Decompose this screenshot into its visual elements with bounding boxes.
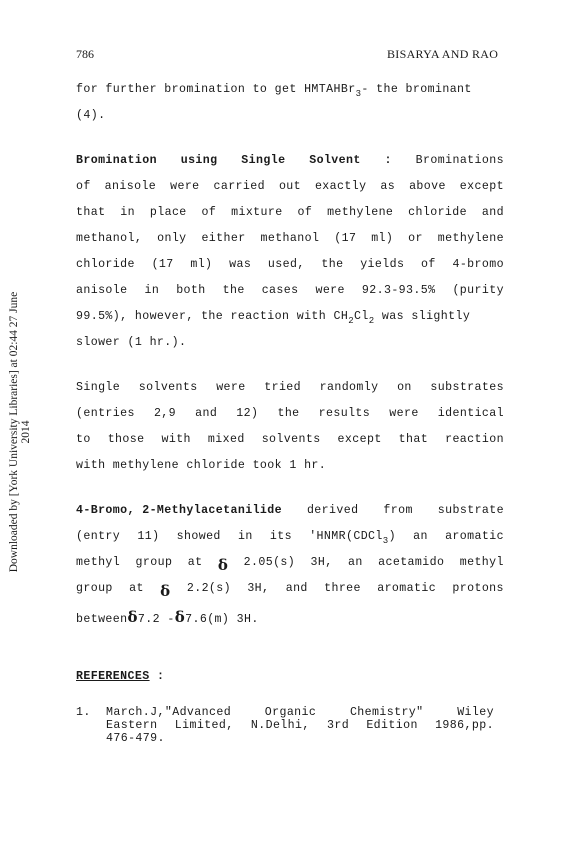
- word: above: [409, 180, 446, 193]
- word: results: [318, 407, 371, 420]
- word: were: [170, 180, 200, 193]
- word: ml): [371, 232, 394, 245]
- para1-line-4: [76, 232, 504, 245]
- para2-line-1: [76, 381, 504, 394]
- word: (purity: [452, 284, 504, 297]
- para1-line-6: [76, 284, 504, 297]
- word: except: [337, 433, 382, 446]
- word: Wiley: [457, 706, 494, 719]
- delta-symbol: δ: [127, 608, 138, 626]
- word: chloride: [408, 206, 467, 219]
- word: ml): [190, 258, 213, 271]
- word: of: [421, 258, 436, 271]
- word: anisole: [104, 180, 157, 193]
- word: 2,9: [153, 407, 177, 420]
- word: methanol: [260, 232, 320, 245]
- word: Edition: [366, 719, 418, 732]
- reference-1-line-1: [106, 706, 494, 719]
- word: solvents: [261, 433, 321, 446]
- word: was: [229, 258, 252, 271]
- para2-line-4: with methylene chloride took 1 hr.: [76, 459, 327, 472]
- word: chloride: [76, 258, 135, 271]
- word: of: [201, 206, 217, 219]
- word: out: [278, 180, 302, 193]
- word: in: [120, 206, 136, 219]
- word: carried: [213, 180, 265, 193]
- word: Eastern: [106, 719, 158, 732]
- word: March.J,"Advanced: [106, 706, 232, 719]
- word: or: [408, 232, 423, 245]
- word: Limited,: [174, 719, 234, 732]
- para1-line-2: [76, 180, 504, 193]
- word: as: [380, 180, 396, 193]
- word: used,: [267, 258, 305, 271]
- word: place: [149, 206, 187, 219]
- word: (17: [334, 232, 357, 245]
- word: methanol,: [76, 232, 143, 245]
- word: 12): [236, 407, 259, 420]
- word: exactly: [314, 180, 367, 193]
- word: and: [481, 206, 504, 219]
- word: cases: [261, 284, 299, 297]
- word: reaction: [445, 433, 504, 446]
- word: the: [222, 284, 245, 297]
- word: mixed: [207, 433, 245, 446]
- word: of: [297, 206, 313, 219]
- word: anisole: [76, 284, 128, 297]
- word: substrates: [430, 381, 504, 394]
- word: with: [161, 433, 191, 446]
- word: 3rd: [326, 719, 350, 732]
- para3-line-1: 4-Bromo, 2-Methylacetanilide derived from substrate: [76, 504, 504, 517]
- word: Chemistry": [349, 706, 424, 719]
- word: the: [277, 407, 300, 420]
- word: of: [76, 180, 91, 193]
- running-title: BISARYA AND RAO: [387, 47, 499, 61]
- word: tried: [264, 381, 302, 394]
- word: randomly: [319, 381, 379, 394]
- para3-line-4: group at δ 2.2(s) 3H, and three aromatic protons: [76, 582, 504, 600]
- para2-line-2: [76, 407, 504, 420]
- delta-symbol: δ: [160, 582, 171, 600]
- word: Organic: [264, 706, 317, 719]
- compound-heading: 4-Bromo, 2-Methylacetanilide: [76, 504, 283, 517]
- word: identical: [437, 407, 504, 420]
- word: that: [398, 433, 429, 446]
- word: to: [76, 433, 91, 446]
- word: methylene: [327, 206, 394, 219]
- para1-line-1: Bromination using Single Solvent : Brominations: [76, 154, 504, 167]
- word: N.Delhi,: [250, 719, 310, 732]
- word: yields: [360, 258, 405, 271]
- para3-line-5: betweenδ7.2 -δ7.6(m) 3H.: [76, 608, 259, 626]
- reference-1-line-3: 476-479.: [106, 732, 165, 745]
- word: solvents: [138, 381, 198, 394]
- word: either: [201, 232, 246, 245]
- word: were: [216, 381, 246, 394]
- intro-line-1: for further bromination to get HMTAHBr$_3$- the brominant: [76, 83, 472, 99]
- word: mixture: [231, 206, 283, 219]
- word: methylene: [437, 232, 504, 245]
- word: 4-bromo: [452, 258, 504, 271]
- reference-1-line-2: [106, 719, 494, 732]
- word: both: [176, 284, 206, 297]
- word: (entries: [76, 407, 135, 420]
- download-notice: Downloaded by [York University Libraries] at 02:44 27 June 2014: [8, 291, 32, 573]
- word: except: [459, 180, 504, 193]
- delta-symbol: δ: [174, 608, 186, 626]
- page-number: 786: [76, 47, 94, 61]
- word: and: [195, 407, 218, 420]
- word: on: [397, 381, 412, 394]
- para3-line-3: methyl group at δ 2.05(s) 3H, an acetamido methyl: [76, 556, 504, 574]
- word: Single: [76, 381, 121, 394]
- para1-line-7: 99.5%), however, the reaction with $CH_2Cl_2$ was slightly: [76, 310, 471, 326]
- para2-line-3: [76, 433, 504, 446]
- word: that: [76, 206, 106, 219]
- word: 92.3-93.5%: [361, 284, 436, 297]
- word: (17: [151, 258, 174, 271]
- word: were: [389, 407, 419, 420]
- references-heading: REFERENCES :: [76, 670, 165, 683]
- delta-symbol: δ: [217, 556, 229, 574]
- reference-number: 1.: [76, 706, 91, 719]
- word: were: [315, 284, 345, 297]
- word: in: [144, 284, 160, 297]
- para1-line-8: slower (1 hr.).: [76, 336, 187, 349]
- word: 1986,pp.: [435, 719, 494, 732]
- word: those: [107, 433, 145, 446]
- para3-line-2: (entry 11) showed in its 'HNMR(CDCl$_3$) an aromatic: [76, 530, 504, 546]
- para1-line-3: [76, 206, 504, 219]
- word: the: [321, 258, 344, 271]
- word: only: [157, 232, 187, 245]
- intro-line-2: (4).: [76, 109, 106, 122]
- para1-line-5: [76, 258, 504, 271]
